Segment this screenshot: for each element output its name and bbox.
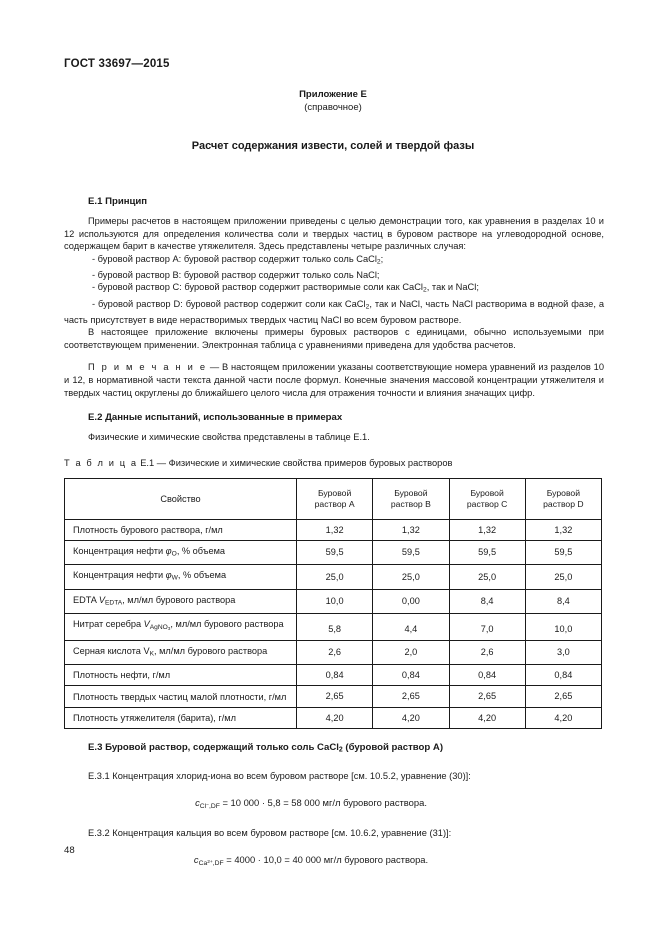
row-value: 2,65 — [525, 686, 601, 708]
paragraph-e32: Е.3.2 Концентрация кальция во всем буровом растворе [см. 10.6.2, уравнение (31)]: — [88, 827, 452, 838]
prop-subscript: EDTA — [105, 599, 123, 607]
table-header-row — [65, 478, 602, 519]
annex-title: Расчет содержания извести, солей и твердой фазы — [191, 140, 475, 152]
prop-symbol: V — [143, 619, 150, 630]
row-value: 5,8 — [297, 614, 373, 641]
table-row — [65, 565, 602, 589]
row-value: 1,32 — [449, 519, 525, 540]
row-property — [65, 589, 297, 613]
row-value: 4,20 — [297, 708, 373, 729]
row-value: 4,4 — [373, 614, 449, 641]
header-line-1: Буровой — [546, 487, 580, 498]
formula-sub-charge: − — [206, 802, 209, 808]
row-property: Плотность бурового раствора, г/мл — [65, 519, 297, 540]
row-value: 4,20 — [525, 708, 601, 729]
page-number: 48 — [64, 845, 75, 856]
formula-sub-charge: 2+ — [207, 859, 213, 865]
formula-sub-post: ,DF — [208, 802, 220, 810]
row-value: 0,84 — [373, 665, 449, 686]
header-line-2: раствор C — [466, 498, 508, 509]
header-line-1: Буровой — [470, 487, 504, 498]
prop-text-post: , % объема — [177, 570, 227, 581]
paragraph-e2-intro: Физические и химические свойства представлены в таблице Е.1. — [88, 432, 370, 443]
table-caption-number: Е.1 — [140, 457, 155, 468]
list-item: - буровой раствор D: буровой раствор содержит соли как CaCl$_2$, так и NaCl, часть NaCl растворима в водной фазе, а часть присутствует в виде нерастворимых твердых частиц NaCl во всем буровом растворе. — [64, 298, 605, 325]
column-header-mud-c — [449, 478, 525, 519]
row-value: 8,4 — [525, 589, 601, 613]
prop-symbol: φ — [165, 545, 172, 556]
prop-symbol: φ — [165, 570, 172, 581]
annex-type: (справочное) — [304, 102, 362, 113]
row-value: 59,5 — [525, 540, 601, 564]
header-line-1: Буровой — [394, 487, 428, 498]
row-value: 8,4 — [449, 589, 525, 613]
row-value: 2,65 — [449, 686, 525, 708]
prop-text-pre: Серная кислота — [73, 645, 144, 656]
column-header-mud-d — [525, 478, 601, 519]
paragraph-e31: Е.3.1 Концентрация хлорид-иона во всем буровом растворе [см. 10.5.2, уравнение (30)]: — [88, 770, 471, 781]
prop-text-pre: Концентрация нефти — [73, 545, 166, 556]
prop-text-post: , мл/мл бурового раствора — [122, 594, 236, 605]
formula-variable: c — [195, 797, 200, 809]
prop-symbol: V — [98, 594, 106, 605]
table-row — [65, 614, 602, 641]
header-line-2: раствор B — [390, 498, 431, 509]
annex-title-block — [64, 88, 602, 152]
prop-subscript: O — [171, 550, 177, 558]
prop-text-pre: Концентрация нефти — [73, 570, 166, 581]
heading-e1: Е.1 Принцип — [88, 196, 148, 207]
row-value: 25,0 — [373, 565, 449, 589]
header-line-2: раствор А — [314, 498, 355, 509]
row-value: 25,0 — [525, 565, 601, 589]
row-value: 0,84 — [449, 665, 525, 686]
prop-symbol: V — [143, 645, 150, 656]
row-value: 2,6 — [449, 640, 525, 664]
row-value: 59,5 — [297, 540, 373, 564]
table-caption-text: — Физические и химические свойства примеров буровых растворов — [156, 457, 453, 468]
row-value: 25,0 — [449, 565, 525, 589]
annex-label: Приложение Е — [299, 89, 367, 100]
row-value: 1,32 — [297, 519, 373, 540]
row-property — [65, 565, 297, 589]
heading-e3-suffix: (буровой раствор А) — [342, 742, 444, 754]
formula-variable: c — [193, 854, 199, 866]
column-header-property: Свойство — [65, 478, 297, 519]
table-row — [65, 589, 602, 613]
table-row — [65, 519, 602, 540]
row-value: 4,20 — [449, 708, 525, 729]
row-value: 2,6 — [297, 640, 373, 664]
prop-subscript: AgNO3 — [149, 623, 171, 632]
formula-subscript — [200, 803, 220, 810]
header-line-2: раствор D — [543, 498, 584, 509]
formula-sub-pre: Ca — [198, 859, 208, 867]
heading-e3 — [88, 742, 604, 757]
paragraph-e1-intro: Примеры расчетов в настоящем приложении приведены с целью демонстрации того, как уравнения в разделах 10 и 12 используются для определения количества соли и твердых частиц в буровом растворе на углеводородной основе, содержащем барит в качестве утяжелителя. Здесь представлены четыре различных случая: — [64, 216, 604, 252]
row-value: 25,0 — [297, 565, 373, 589]
row-value: 1,32 — [525, 519, 601, 540]
table-caption-label: Т а б л и ц а — [64, 457, 138, 468]
row-value: 4,20 — [373, 708, 449, 729]
prop-subscript: W — [171, 574, 178, 582]
column-header-mud-b — [373, 478, 449, 519]
formula-body: = 4000 · 10,0 = 40 000 мг/л бурового раствора. — [226, 854, 429, 866]
row-value: 2,65 — [297, 686, 373, 708]
table-row — [65, 708, 602, 729]
row-value: 0,00 — [373, 589, 449, 613]
row-property: Плотность утяжелителя (барита), г/мл — [65, 708, 297, 729]
row-property: Плотность твердых частиц малой плотности, г/мл — [65, 686, 297, 708]
row-value: 0,84 — [297, 665, 373, 686]
formula-calcium-concentration — [64, 853, 604, 870]
note-text: — В настоящем приложении указаны соответствующие номера уравнений из разделов 10 и 12, в нормативной части текста данной части после формул. Конечные значения массовой концентрации утяжелителя и твердых частиц округлены до ближайшего целого числа для отражения точности и влияния значащих цифр. — [64, 362, 604, 398]
row-property: Плотность нефти, г/мл — [65, 665, 297, 686]
formula-sub-post: ,DF — [212, 859, 224, 867]
formula-subscript — [199, 860, 224, 867]
heading-e3-subscript: 2 — [338, 746, 343, 754]
row-value: 59,5 — [373, 540, 449, 564]
table-row — [65, 640, 602, 664]
row-value: 10,0 — [525, 614, 601, 641]
heading-e3-prefix: Е.3 Буровой раствор, содержащий только соль CaCl — [88, 742, 339, 754]
row-value: 2,0 — [373, 640, 449, 664]
table-row — [65, 665, 602, 686]
row-value: 3,0 — [525, 640, 601, 664]
row-value: 1,32 — [373, 519, 449, 540]
formula-body: = 10 000 · 5,8 = 58 000 мг/л бурового раствора. — [222, 797, 427, 809]
properties-table — [64, 478, 602, 729]
list-item: - буровой раствор С: буровой раствор содержит растворимые соли как CaCl$_2$, так и NaCl; — [92, 282, 479, 294]
row-property — [65, 614, 297, 641]
row-value: 10,0 — [297, 589, 373, 613]
row-value: 59,5 — [449, 540, 525, 564]
prop-text-post: , мл/мл бурового раствора — [170, 619, 284, 630]
row-value: 0,84 — [525, 665, 601, 686]
row-property — [65, 640, 297, 664]
prop-text-post: , % объема — [176, 545, 225, 556]
paragraph-e1-spreadsheet: В настоящее приложение включены примеры буровых растворов с единицами, обычно используемыми при соответствующем применении. Электронная таблица с уравнениями приведена для удобства расчетов. — [64, 327, 604, 350]
note-label: П р и м е ч а н и е — [88, 362, 208, 373]
heading-e2: Е.2 Данные испытаний, использованные в примерах — [88, 412, 343, 424]
document-body — [64, 196, 604, 871]
list-item: - буровой раствор А: буровой раствор содержит только соль CaCl$_2$; — [92, 253, 384, 266]
prop-text-pre: Нитрат серебра — [73, 619, 144, 630]
running-head-standard-id: ГОСТ 33697—2015 — [64, 58, 170, 70]
row-value: 7,0 — [449, 614, 525, 641]
prop-subscript: K — [149, 650, 155, 658]
prop-text-post: , мл/мл бурового раствора — [154, 645, 268, 656]
table-row — [65, 686, 602, 708]
prop-text-pre: EDTA — [73, 594, 99, 605]
column-header-mud-a — [297, 478, 373, 519]
row-value: 2,65 — [373, 686, 449, 708]
header-line-1: Буровой — [317, 487, 352, 498]
list-item: - буровой раствор В: буровой раствор содержит только соль NaCl; — [92, 269, 380, 280]
row-property — [65, 540, 297, 564]
note-e1 — [64, 361, 604, 399]
formula-sub-pre: Cl — [199, 802, 207, 810]
table-caption — [64, 457, 604, 469]
table-row — [65, 540, 602, 564]
formula-chloride-concentration — [64, 796, 604, 813]
